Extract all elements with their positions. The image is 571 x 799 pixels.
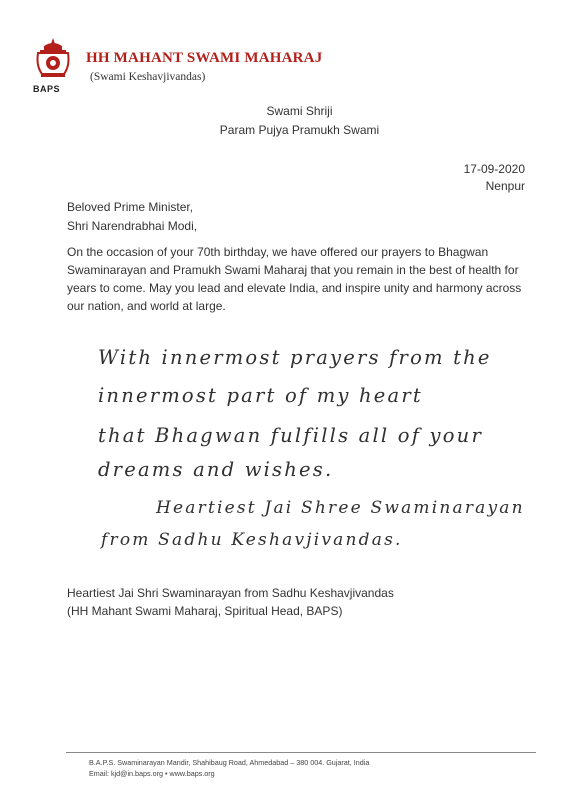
handwritten-line-1: With innermost prayers from the [98, 346, 492, 369]
letter-date: 17-09-2020 [463, 162, 525, 176]
header-title: HH MAHANT SWAMI MAHARAJ [86, 50, 323, 66]
logo-text: BAPS [33, 84, 61, 94]
letter-body: On the occasion of your 70th birthday, we have offered our prayers to Bhagwan Swaminarayan and Pramukh Swami Maharaj that you remain in the best of health for years to come. May you lead and elevate India, and inspire unity and harmony across our nation, and world at large. [67, 245, 522, 313]
salutation-line-2: Shri Narendrabhai Modi, [67, 219, 198, 233]
footer-address: B.A.P.S. Swaminarayan Mandir, Shahibaug Road, Ahmedabad – 380 004. Gujarat, India [89, 758, 370, 767]
handwritten-line-5: Heartiest Jai Shree Swaminarayan [156, 498, 525, 518]
salutation-line-1: Beloved Prime Minister, [67, 200, 194, 214]
handwritten-line-6: from Sadhu Keshavjivandas. [101, 530, 403, 550]
header-subtitle: (Swami Keshavjivandas) [90, 71, 206, 83]
handwritten-line-2: innermost part of my heart [98, 384, 423, 407]
footer-contact: Email: kjd@in.baps.org • www.baps.org [89, 769, 215, 778]
invocation-line-1: Swami Shriji [266, 104, 333, 118]
signature-line-1: Heartiest Jai Shri Swaminarayan from Sadhu Keshavjivandas [67, 586, 394, 600]
invocation-line-2: Param Pujya Pramukh Swami [219, 123, 380, 137]
letter-place: Nenpur [485, 179, 525, 193]
footer-divider [66, 752, 536, 753]
signature-line-2: (HH Mahant Swami Maharaj, Spiritual Head, BAPS) [67, 604, 343, 618]
handwritten-line-3: that Bhagwan fulfills all of your [98, 424, 483, 447]
handwritten-line-4: dreams and wishes. [98, 458, 334, 481]
